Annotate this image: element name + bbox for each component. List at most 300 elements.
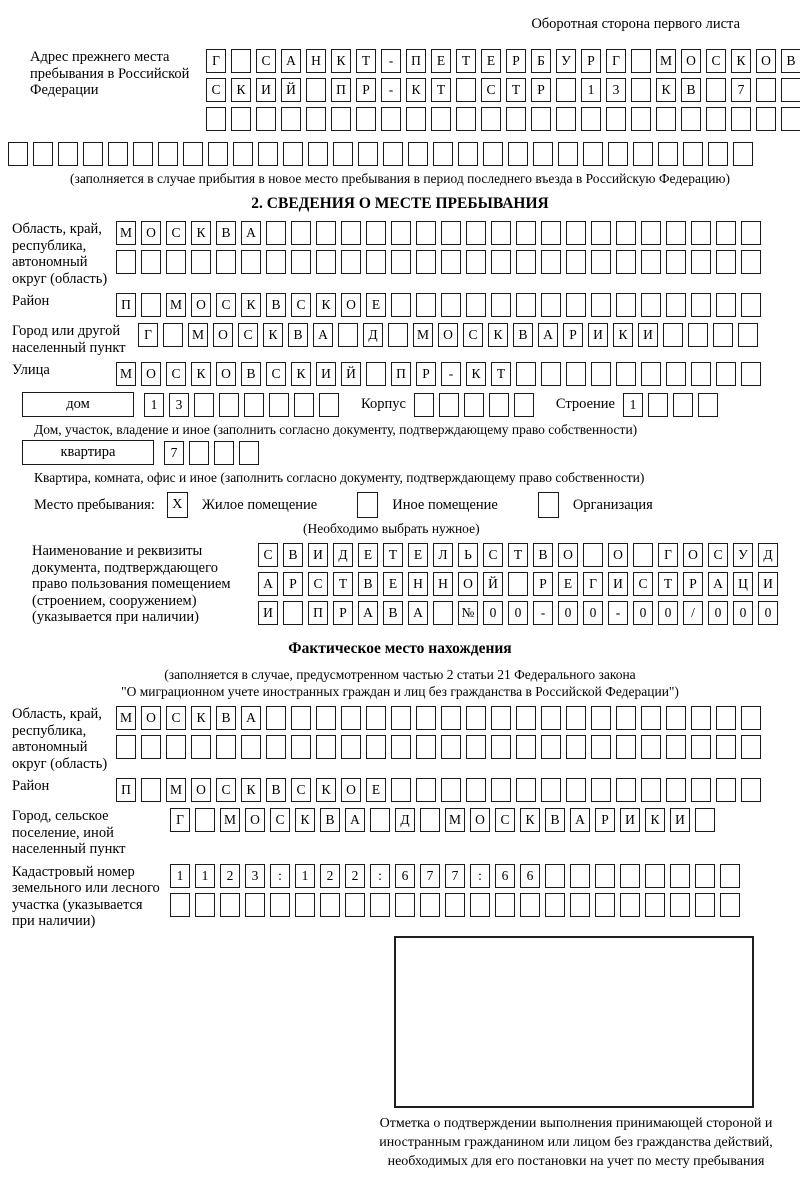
actual-location-title: Фактическое место нахождения [288, 640, 512, 657]
form-cell: С [291, 293, 311, 317]
form-cell [695, 864, 715, 888]
form-cell: С [270, 808, 290, 832]
form-cell: 1 [144, 393, 164, 417]
form-cell: М [166, 293, 186, 317]
form-cell: 1 [195, 864, 215, 888]
form-cell: Е [366, 293, 386, 317]
form-cell [116, 735, 136, 759]
form-cell [583, 142, 603, 166]
form-cell [556, 107, 576, 131]
form-cell [720, 893, 740, 917]
cadastral-rows [170, 864, 740, 922]
form-cell [506, 107, 526, 131]
form-cell [441, 221, 461, 245]
form-cell [581, 107, 601, 131]
form-cell: Р [563, 323, 583, 347]
form-cell: А [708, 572, 728, 596]
form-cell [631, 78, 651, 102]
form-cell [270, 893, 290, 917]
form-cell [673, 393, 693, 417]
form-cell [713, 323, 733, 347]
form-cell [466, 735, 486, 759]
form-cell: Т [356, 49, 376, 73]
form-cell: О [608, 543, 628, 567]
actual-city-label: Город, сельское поселение, иной населенный пункт [12, 808, 126, 857]
form-cell: 0 [583, 601, 603, 625]
form-cell [414, 393, 434, 417]
form-cell [491, 706, 511, 730]
form-cell [370, 893, 390, 917]
form-cell [195, 893, 215, 917]
form-cell [356, 107, 376, 131]
house-block [22, 392, 792, 417]
form-cell: Г [583, 572, 603, 596]
form-cell [566, 362, 586, 386]
form-cell [441, 293, 461, 317]
form-cell [441, 250, 461, 274]
form-cell: М [116, 362, 136, 386]
form-cell: 0 [558, 601, 578, 625]
form-cell [691, 221, 711, 245]
form-cell [458, 142, 478, 166]
form-cell: 3 [245, 864, 265, 888]
region-block [8, 221, 792, 287]
form-cell: Т [506, 78, 526, 102]
form-cell: Й [483, 572, 503, 596]
form-cell [163, 323, 183, 347]
form-cell [641, 706, 661, 730]
form-cell: Р [506, 49, 526, 73]
prev-address-rows [206, 49, 800, 136]
form-cell: К [295, 808, 315, 832]
form-cell: 1 [295, 864, 315, 888]
form-cell [445, 893, 465, 917]
form-cell [191, 735, 211, 759]
district-label: Район [12, 293, 50, 309]
form-cell: У [556, 49, 576, 73]
form-cell [341, 735, 361, 759]
form-cell: / [683, 601, 703, 625]
form-cell [406, 107, 426, 131]
form-cell: А [258, 572, 278, 596]
form-cell [306, 78, 326, 102]
form-cell [570, 893, 590, 917]
form-cell [541, 735, 561, 759]
form-cell: С [483, 543, 503, 567]
document-row-1 [258, 543, 778, 567]
form-cell [531, 107, 551, 131]
form-cell [391, 221, 411, 245]
city-label: Город или другой населенный пункт [12, 323, 126, 356]
form-cell: 2 [345, 864, 365, 888]
form-cell: А [570, 808, 590, 832]
form-cell [269, 393, 289, 417]
form-cell [491, 221, 511, 245]
form-cell: Р [416, 362, 436, 386]
form-cell [341, 706, 361, 730]
form-cell [219, 393, 239, 417]
form-cell [266, 706, 286, 730]
form-cell: Т [658, 572, 678, 596]
form-cell: П [308, 601, 328, 625]
form-cell [566, 250, 586, 274]
city-block [8, 323, 792, 356]
form-cell: С [238, 323, 258, 347]
form-cell [595, 893, 615, 917]
form-cell: К [316, 293, 336, 317]
form-cell: О [245, 808, 265, 832]
form-cell: М [188, 323, 208, 347]
form-cell: К [520, 808, 540, 832]
form-cell [220, 893, 240, 917]
form-cell [395, 893, 415, 917]
cadastral-row-1 [170, 864, 740, 888]
form-cell [716, 221, 736, 245]
form-cell [591, 250, 611, 274]
form-cell: С [463, 323, 483, 347]
form-cell [231, 107, 251, 131]
form-cell [666, 706, 686, 730]
form-cell: К [731, 49, 751, 73]
form-cell [291, 221, 311, 245]
form-cell [281, 107, 301, 131]
section2-title: 2. СВЕДЕНИЯ О МЕСТЕ ПРЕБЫВАНИЯ [251, 195, 549, 212]
form-cell [233, 142, 253, 166]
form-cell: В [216, 706, 236, 730]
form-cell: Р [531, 78, 551, 102]
form-cell: А [241, 221, 261, 245]
form-cell: С [633, 572, 653, 596]
form-cell [366, 362, 386, 386]
form-cell [266, 735, 286, 759]
form-cell: И [670, 808, 690, 832]
form-cell [541, 778, 561, 802]
apartment-block [22, 440, 792, 465]
form-cell: И [258, 601, 278, 625]
form-cell: Г [658, 543, 678, 567]
form-cell: № [458, 601, 478, 625]
form-cell: О [216, 362, 236, 386]
form-cell [416, 221, 436, 245]
form-cell [333, 142, 353, 166]
actual-region-label: Область, край, республика, автономный округ (область) [12, 706, 108, 772]
form-cell [616, 706, 636, 730]
form-cell [541, 221, 561, 245]
form-cell: Е [558, 572, 578, 596]
form-cell [691, 362, 711, 386]
form-cell: И [316, 362, 336, 386]
form-cell: Т [508, 543, 528, 567]
form-cell: П [116, 293, 136, 317]
form-cell: И [638, 323, 658, 347]
house-number-row [144, 393, 339, 417]
form-cell: У [733, 543, 753, 567]
form-cell [456, 78, 476, 102]
form-cell [691, 250, 711, 274]
document-rows [258, 543, 778, 630]
form-cell: 3 [606, 78, 626, 102]
form-cell [516, 293, 536, 317]
form-cell [256, 107, 276, 131]
house-box-label: дом [22, 392, 134, 417]
form-cell [470, 893, 490, 917]
form-cell: 7 [445, 864, 465, 888]
form-cell: 1 [581, 78, 601, 102]
form-cell: В [266, 778, 286, 802]
form-cell: К [613, 323, 633, 347]
form-cell: Е [431, 49, 451, 73]
form-cell [516, 735, 536, 759]
form-cell [191, 250, 211, 274]
form-cell [366, 221, 386, 245]
form-cell: С [166, 221, 186, 245]
form-cell: В [283, 543, 303, 567]
street-label: Улица [12, 362, 50, 378]
form-cell [194, 393, 214, 417]
form-cell [316, 706, 336, 730]
stroenie-row [623, 393, 718, 417]
form-cell [541, 250, 561, 274]
form-cell [441, 735, 461, 759]
region-row-1 [116, 221, 761, 245]
form-cell [441, 706, 461, 730]
form-cell [583, 543, 603, 567]
prev-address-row-2 [206, 78, 800, 102]
form-cell: О [213, 323, 233, 347]
form-cell [291, 706, 311, 730]
form-cell [691, 293, 711, 317]
form-cell: Й [341, 362, 361, 386]
form-cell [781, 107, 800, 131]
district-row [116, 293, 761, 317]
form-cell [108, 142, 128, 166]
form-cell: С [166, 706, 186, 730]
form-cell: Т [491, 362, 511, 386]
form-cell [141, 250, 161, 274]
form-cell [416, 778, 436, 802]
form-cell [514, 393, 534, 417]
form-cell [338, 323, 358, 347]
form-cell [631, 49, 651, 73]
form-cell: И [758, 572, 778, 596]
form-cell: Л [433, 543, 453, 567]
form-cell [781, 78, 800, 102]
form-cell [466, 221, 486, 245]
actual-district-block [8, 778, 792, 802]
form-cell [306, 107, 326, 131]
form-cell [216, 250, 236, 274]
stamp-caption: Отметка о подтверждении выполнения принимающей стороной и иностранным гражданином или лицом без гражданства действий, необходимых для его постановки на учет по месту пребывания [379, 1115, 773, 1169]
form-cell: К [488, 323, 508, 347]
form-cell [316, 221, 336, 245]
form-cell [741, 221, 761, 245]
form-cell [716, 706, 736, 730]
form-cell: В [288, 323, 308, 347]
form-cell: 7 [164, 441, 184, 465]
form-cell [591, 706, 611, 730]
stay-type-checkbox-residential: X [167, 492, 188, 518]
form-cell: К [191, 221, 211, 245]
form-cell: К [316, 778, 336, 802]
form-cell: Ь [458, 543, 478, 567]
form-cell: С [216, 778, 236, 802]
form-cell [633, 142, 653, 166]
form-cell [666, 293, 686, 317]
form-cell [141, 293, 161, 317]
form-cell: Д [363, 323, 383, 347]
form-cell: Р [581, 49, 601, 73]
apartment-note: Квартира, комната, офис и иное (заполнить согласно документу, подтверждающему право собственности) [34, 470, 645, 485]
form-cell: 3 [169, 393, 189, 417]
form-cell [141, 735, 161, 759]
form-cell: К [263, 323, 283, 347]
form-cell [383, 142, 403, 166]
form-cell: В [383, 601, 403, 625]
form-cell [756, 78, 776, 102]
form-cell [495, 893, 515, 917]
form-cell [741, 778, 761, 802]
form-cell [608, 142, 628, 166]
actual-location-note-1: (заполняется в случае, предусмотренном частью 2 статьи 21 Федерального закона [164, 667, 636, 682]
apartment-row [164, 441, 259, 465]
form-cell [244, 393, 264, 417]
form-cell: 0 [708, 601, 728, 625]
form-cell: К [656, 78, 676, 102]
form-cell: : [470, 864, 490, 888]
form-cell [420, 893, 440, 917]
form-cell: О [683, 543, 703, 567]
form-cell: Е [408, 543, 428, 567]
actual-city-row [170, 808, 715, 832]
form-cell: 0 [658, 601, 678, 625]
form-cell: А [538, 323, 558, 347]
form-cell: М [445, 808, 465, 832]
form-cell [641, 778, 661, 802]
form-cell: В [320, 808, 340, 832]
prev-address-row-3 [206, 107, 800, 131]
form-cell [466, 778, 486, 802]
form-cell: 0 [633, 601, 653, 625]
form-cell [508, 142, 528, 166]
form-cell: 1 [623, 393, 643, 417]
form-cell [433, 142, 453, 166]
form-cell [591, 735, 611, 759]
prev-address-note: (заполняется в случае прибытия в новое место пребывания в период последнего въезда в Российскую Федерацию) [69, 171, 731, 186]
form-cell [566, 778, 586, 802]
stay-type-option-organization: Организация [572, 496, 653, 513]
form-cell: С [266, 362, 286, 386]
form-cell [133, 142, 153, 166]
form-cell [283, 601, 303, 625]
form-cell [666, 250, 686, 274]
form-cell [416, 293, 436, 317]
form-cell: Е [481, 49, 501, 73]
prev-address-row-1 [206, 49, 800, 73]
form-cell: Г [138, 323, 158, 347]
form-cell: О [191, 778, 211, 802]
form-cell [616, 293, 636, 317]
form-cell [566, 706, 586, 730]
form-cell: В [358, 572, 378, 596]
korpus-row [414, 393, 534, 417]
form-cell: Т [383, 543, 403, 567]
form-cell [341, 250, 361, 274]
form-cell: С [206, 78, 226, 102]
actual-location-note-2: "О миграционном учете иностранных граждан и лиц без гражданства в Российской Федерации") [121, 684, 679, 699]
form-cell: 1 [170, 864, 190, 888]
form-cell [688, 323, 708, 347]
form-cell [616, 362, 636, 386]
form-cell [283, 142, 303, 166]
form-cell: А [241, 706, 261, 730]
form-cell: О [141, 362, 161, 386]
form-cell [645, 864, 665, 888]
form-cell: 0 [508, 601, 528, 625]
form-cell [491, 735, 511, 759]
actual-city-block [8, 808, 792, 858]
form-cell [741, 706, 761, 730]
form-cell: М [116, 706, 136, 730]
stay-type-label: Место пребывания: [34, 496, 155, 513]
form-cell: Р [595, 808, 615, 832]
form-cell [33, 142, 53, 166]
form-cell [666, 362, 686, 386]
form-cell [214, 441, 234, 465]
form-cell: 7 [420, 864, 440, 888]
document-row-3 [258, 601, 778, 625]
form-cell: А [358, 601, 378, 625]
form-cell: О [141, 706, 161, 730]
form-cell [756, 107, 776, 131]
form-cell: О [756, 49, 776, 73]
form-cell: С [481, 78, 501, 102]
form-cell [358, 142, 378, 166]
form-cell [566, 221, 586, 245]
form-cell [695, 808, 715, 832]
apartment-box-label: квартира [22, 440, 154, 465]
form-cell [391, 735, 411, 759]
form-cell [58, 142, 78, 166]
form-cell [716, 293, 736, 317]
form-cell [566, 293, 586, 317]
form-cell [208, 142, 228, 166]
form-cell [166, 250, 186, 274]
form-cell: В [533, 543, 553, 567]
form-cell: С [308, 572, 328, 596]
form-cell [698, 393, 718, 417]
form-cell [708, 142, 728, 166]
form-cell [391, 706, 411, 730]
form-cell [658, 142, 678, 166]
actual-district-row [116, 778, 761, 802]
form-cell: И [588, 323, 608, 347]
form-cell [391, 293, 411, 317]
form-cell [491, 250, 511, 274]
form-cell [516, 250, 536, 274]
stay-type-note: (Необходимо выбрать нужное) [303, 521, 480, 536]
page-side-note: Оборотная сторона первого листа [531, 16, 740, 32]
form-cell: С [495, 808, 515, 832]
form-cell [166, 735, 186, 759]
form-cell: С [258, 543, 278, 567]
form-cell: К [331, 49, 351, 73]
form-cell [741, 250, 761, 274]
form-cell: : [270, 864, 290, 888]
form-cell [663, 323, 683, 347]
form-cell: М [413, 323, 433, 347]
form-cell [245, 893, 265, 917]
actual-district-label: Район [12, 778, 50, 794]
